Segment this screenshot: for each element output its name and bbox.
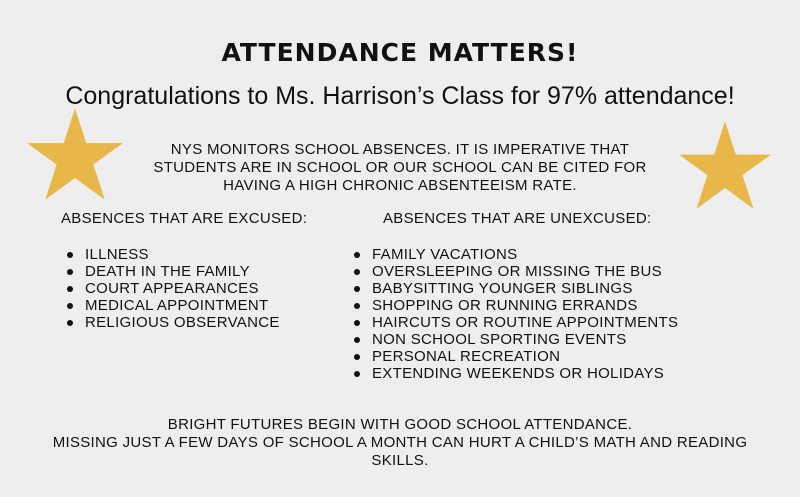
list-item: RELIGIOUS OBSERVANCE xyxy=(63,314,280,331)
list-item: FAMILY VACATIONS xyxy=(350,246,678,263)
list-item: DEATH IN THE FAMILY xyxy=(63,263,280,280)
intro-paragraph: NYS MONITORS SCHOOL ABSENCES. IT IS IMPERATIVE THAT STUDENTS ARE IN SCHOOL OR OUR SCHOOL CAN BE CITED FOR HAVING A HIGH CHRONIC ABSENTEEISM RATE. xyxy=(153,141,647,194)
unexcused-list xyxy=(350,246,678,382)
list-item: NON SCHOOL SPORTING EVENTS xyxy=(350,331,678,348)
list-item: SHOPPING OR RUNNING ERRANDS xyxy=(350,297,678,314)
list-item: EXTENDING WEEKENDS OR HOLIDAYS xyxy=(350,365,678,382)
excused-list xyxy=(63,246,280,331)
unexcused-heading: ABSENCES THAT ARE UNEXCUSED: xyxy=(383,210,652,227)
list-item: MEDICAL APPOINTMENT xyxy=(63,297,280,314)
list-item: COURT APPEARANCES xyxy=(63,280,280,297)
star-icon xyxy=(27,108,123,200)
poster-title: ATTENDANCE MATTERS! xyxy=(221,38,579,67)
footer-line-1: BRIGHT FUTURES BEGIN WITH GOOD SCHOOL ATTENDANCE. xyxy=(167,416,633,433)
star-icon xyxy=(679,121,771,209)
congratulations-subtitle: Congratulations to Ms. Harrison’s Class for 97% attendance! xyxy=(65,82,735,110)
list-item: BABYSITTING YOUNGER SIBLINGS xyxy=(350,280,678,297)
list-item: HAIRCUTS OR ROUTINE APPOINTMENTS xyxy=(350,314,678,331)
footer-line-2: MISSING JUST A FEW DAYS OF SCHOOL A MONTH CAN HURT A CHILD’S MATH AND READING SKILLS. xyxy=(52,434,748,469)
footer-message xyxy=(40,416,760,470)
list-item: ILLNESS xyxy=(63,246,280,263)
excused-heading: ABSENCES THAT ARE EXCUSED: xyxy=(61,210,308,227)
list-item: PERSONAL RECREATION xyxy=(350,348,678,365)
list-item: OVERSLEEPING OR MISSING THE BUS xyxy=(350,263,678,280)
